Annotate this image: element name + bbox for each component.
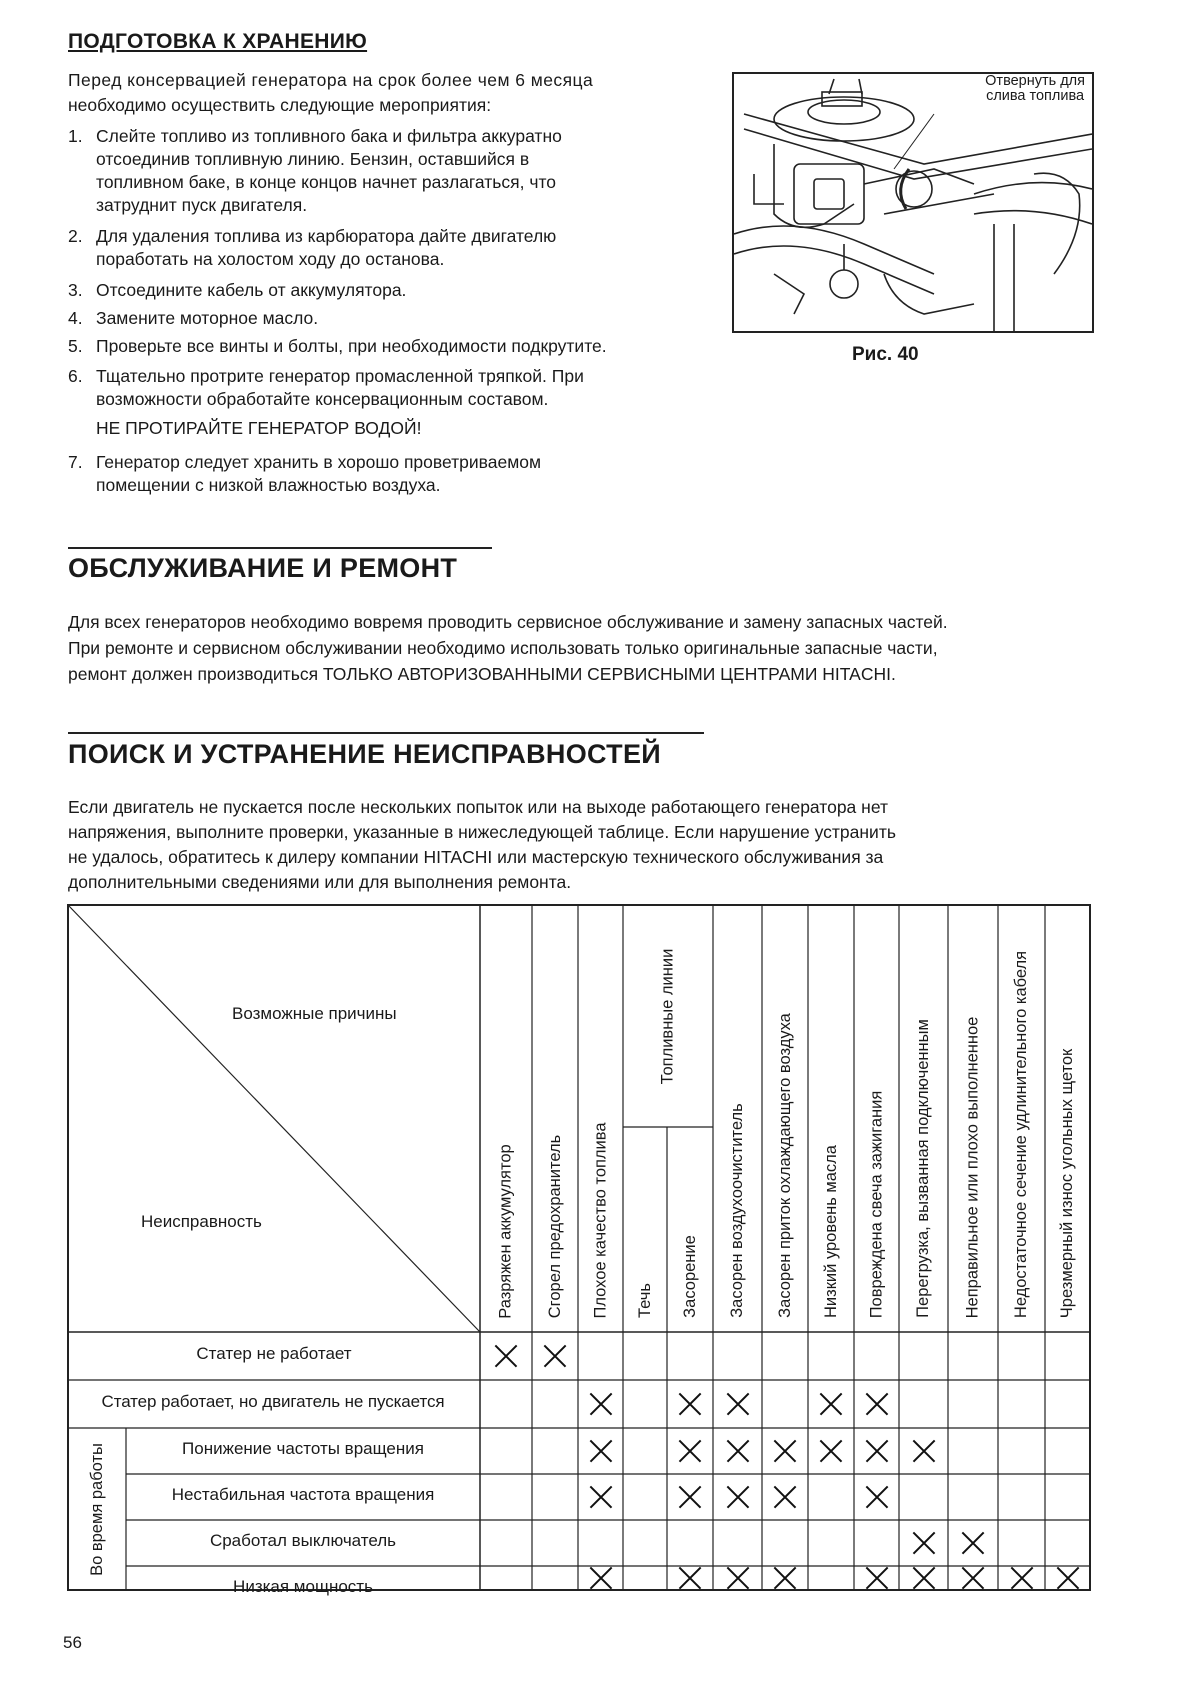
table-corner-causes: Возможные причины — [232, 1004, 397, 1023]
cross-mark-icon — [773, 1566, 797, 1590]
cause-header — [480, 905, 532, 1318]
cross-mark-icon — [678, 1566, 702, 1590]
cross-mark-icon — [773, 1485, 797, 1509]
table-row-label: Низкая мощность — [233, 1577, 373, 1596]
troubleshooting-title: ПОИСК И УСТРАНЕНИЕ НЕИСПРАВНОСТЕЙ — [68, 739, 661, 769]
service-line-3: ремонт должен производиться ТОЛЬКО АВТОРИЗОВАННЫМИ СЕРВИСНЫМИ ЦЕНТРАМИ HITACHI. — [68, 664, 896, 684]
cause-header — [1045, 905, 1090, 1318]
item-line: возможности обработайте консервационным составом. — [96, 389, 549, 409]
cause-header-text: Засорение — [680, 1235, 699, 1318]
item-line: Слейте топливо из топливного бака и фильтра аккуратно — [96, 126, 562, 146]
item-line: Для удаления топлива из карбюратора дайте двигателю — [96, 226, 557, 246]
storage-intro-line-2: необходимо осуществить следующие мероприятия: — [68, 95, 492, 115]
cause-header — [899, 905, 948, 1318]
page-number: 56 — [63, 1633, 82, 1652]
item-line: затруднит пуск двигателя. — [96, 195, 308, 215]
callout-line-2: слива топлива — [986, 88, 1085, 104]
cross-mark-icon — [912, 1439, 936, 1463]
item-number: 4. — [68, 308, 83, 328]
cause-header — [713, 905, 762, 1318]
cross-mark-icon — [726, 1439, 750, 1463]
cross-mark-icon — [494, 1344, 518, 1368]
cause-header — [762, 905, 808, 1318]
cause-header-text: Недостаточное сечение удлинительного кабеля — [1012, 950, 1031, 1319]
cross-mark-icon — [865, 1392, 889, 1416]
cross-mark-icon — [726, 1392, 750, 1416]
figure-callout — [982, 74, 1088, 104]
cross-mark-icon — [589, 1485, 613, 1509]
cross-mark-icon — [589, 1566, 613, 1590]
cause-header — [532, 905, 578, 1318]
cross-mark-icon — [726, 1485, 750, 1509]
cause-header-text: Разряжен аккумулятор — [496, 1143, 515, 1319]
service-line-1: Для всех генераторов необходимо вовремя проводить сервисное обслуживание и замену запасных частей. — [68, 612, 948, 632]
table-row-label: Статер не работает — [196, 1344, 352, 1363]
cause-header-text: Неправильное или плохо выполненное — [963, 1016, 982, 1318]
cross-mark-icon — [912, 1531, 936, 1555]
cause-header-text: Чрезмерный износ угольных щеток — [1058, 1048, 1077, 1319]
table-corner-faults: Неисправность — [141, 1212, 262, 1231]
item-line: поработать на холостом ходу до останова. — [96, 249, 445, 269]
cross-mark-icon — [589, 1439, 613, 1463]
cross-mark-icon — [678, 1392, 702, 1416]
figure-caption: Рис. 40 — [852, 344, 919, 365]
item-number: 2. — [68, 226, 83, 246]
cause-header — [808, 905, 854, 1318]
figure-carburetor — [732, 72, 1094, 333]
table-row-label: Понижение частоты вращения — [182, 1439, 424, 1458]
storage-title: ПОДГОТОВКА К ХРАНЕНИЮ — [68, 30, 368, 53]
service-title: ОБСЛУЖИВАНИЕ И РЕМОНТ — [68, 553, 458, 583]
cause-header-text: Плохое качество топлива — [591, 1121, 610, 1319]
cross-mark-icon — [773, 1439, 797, 1463]
item-line: Тщательно протрите генератор промасленной тряпкой. При — [96, 366, 584, 386]
cause-header — [948, 905, 998, 1318]
cause-header — [578, 905, 623, 1318]
item-number: 6. — [68, 366, 83, 386]
item-line: Генератор следует хранить в хорошо проветриваемом — [96, 452, 542, 472]
item-line: Замените моторное масло. — [96, 308, 319, 328]
cause-header-text: Низкий уровень масла — [821, 1145, 840, 1318]
troubleshooting-line-2: напряжения, выполните проверки, указанные в нижеследующей таблице. Если нарушение устранить — [68, 822, 896, 842]
carburetor-illustration — [734, 74, 1092, 331]
table-row-label: Нестабильная частота вращения — [171, 1485, 435, 1504]
troubleshooting-rule — [68, 732, 704, 734]
callout-line-1: Отвернуть для — [985, 73, 1085, 89]
cross-mark-icon — [543, 1344, 567, 1368]
cross-mark-icon — [961, 1531, 985, 1555]
item-line: отсоединив топливную линию. Бензин, оставшийся в — [96, 149, 530, 169]
cross-mark-icon — [819, 1392, 843, 1416]
cause-header-text: Повреждена свеча зажигания — [866, 1090, 885, 1318]
cause-header — [623, 1127, 667, 1318]
cross-mark-icon — [1056, 1566, 1080, 1590]
cross-mark-icon — [961, 1566, 985, 1590]
item-line: Отсоедините кабель от аккумулятора. — [96, 280, 407, 300]
cross-mark-icon — [819, 1439, 843, 1463]
cross-mark-icon — [865, 1485, 889, 1509]
troubleshooting-line-3: не удалось, обратитесь к дилеру компании HITACHI или мастерскую технического обслуживания за — [68, 847, 884, 867]
cross-mark-icon — [726, 1566, 750, 1590]
cause-header — [854, 905, 899, 1318]
cause-header — [998, 905, 1045, 1318]
item-number: 5. — [68, 336, 83, 356]
cross-mark-icon — [912, 1566, 936, 1590]
item-line: топливном баке, в конце концов начнет разлагаться, что — [96, 172, 557, 192]
troubleshooting-line-4: дополнительными сведениями или для выполнения ремонта. — [68, 872, 572, 892]
cause-header-text: Течь — [635, 1283, 654, 1318]
cause-header-text: Засорен воздухоочиститель — [727, 1103, 746, 1318]
item-line: помещении с низкой влажностью воздуха. — [96, 475, 441, 495]
cause-header — [667, 1127, 713, 1318]
cross-mark-icon — [865, 1439, 889, 1463]
item-number: 7. — [68, 452, 83, 472]
cross-mark-icon — [865, 1566, 889, 1590]
item-number: 3. — [68, 280, 83, 300]
during-operation-label: Во время работы — [87, 1442, 106, 1576]
cause-header-text: Перегрузка, вызванная подключенным — [913, 1019, 932, 1318]
cross-mark-icon — [678, 1439, 702, 1463]
storage-intro-line-1: Перед консервацией генератора на срок более чем 6 месяца — [68, 70, 594, 90]
item-line: Проверьте все винты и болты, при необходимости подкрутите. — [96, 336, 607, 356]
troubleshooting-line-1: Если двигатель не пускается после нескольких попыток или на выходе работающего генератора нет — [68, 797, 888, 817]
cross-mark-icon — [1010, 1566, 1034, 1590]
cross-mark-icon — [678, 1485, 702, 1509]
service-rule — [68, 547, 492, 549]
cause-header-text: Засорен приток охлаждающего воздуха — [775, 1013, 794, 1318]
table-row-label: Статер работает, но двигатель не пускается — [101, 1392, 445, 1411]
cross-mark-icon — [589, 1392, 613, 1416]
item-number: 1. — [68, 126, 83, 146]
cause-header-text: Сгорел предохранитель — [545, 1134, 564, 1319]
service-line-2: При ремонте и сервисном обслуживании необходимо использовать только оригинальные запасные части, — [68, 638, 938, 658]
cause-header-fuel-lines: Топливные линии — [658, 948, 677, 1084]
item-warning: НЕ ПРОТИРАЙТЕ ГЕНЕРАТОР ВОДОЙ! — [96, 418, 422, 438]
table-row-label: Сработал выключатель — [209, 1531, 397, 1550]
